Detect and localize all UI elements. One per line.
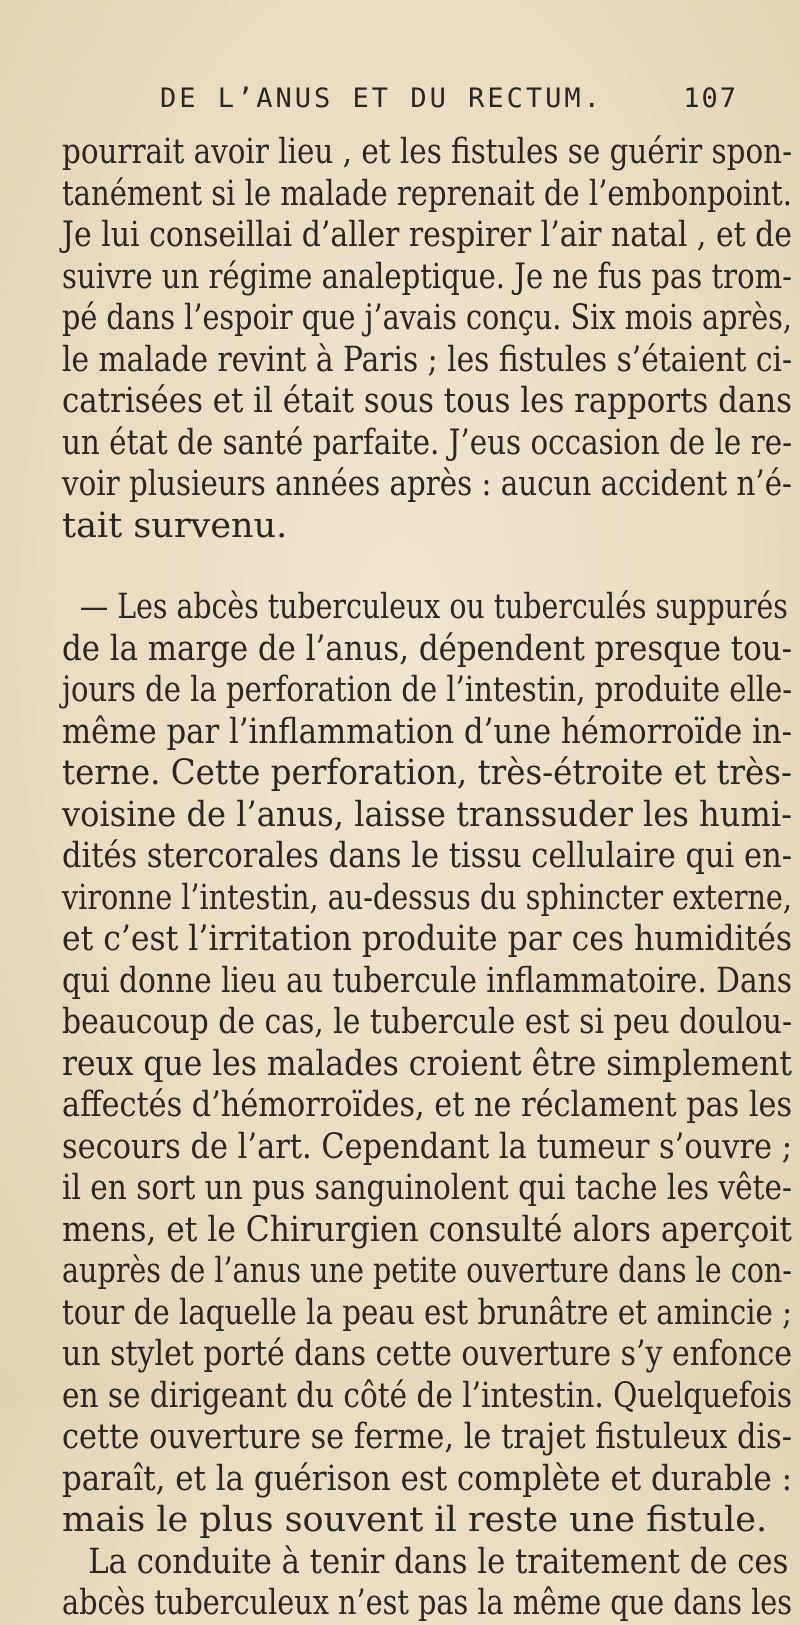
- text-line: un état de santé parfaite. J’eus occasion de le re-: [62, 422, 793, 463]
- paragraph-spacer: [62, 547, 792, 587]
- text-line: un stylet porté dans cette ouverture s’y enfonce: [62, 1334, 793, 1374]
- page-number: 107: [683, 83, 738, 114]
- text-line: et c’est l’irritation produite par ces humidités: [62, 919, 792, 959]
- text-line: pé dans l’espoir que j’avais conçu. Six mois après,: [62, 298, 792, 338]
- text-line: mens, et le Chirurgien consulté alors aperçoit: [62, 1209, 792, 1250]
- paragraph-1: [62, 132, 792, 547]
- text-line: La conduite à tenir dans le traitement de ces: [88, 1541, 789, 1582]
- text-line: beaucoup de cas, le tubercule est si peu doulou-: [62, 1002, 793, 1042]
- text-line: en se dirigeant du côté de l’intestin. Quelquefois: [62, 1375, 793, 1416]
- paragraph-2: [62, 587, 792, 1542]
- text-line: cette ouverture se ferme, le trajet fistuleux dis-: [62, 1417, 792, 1457]
- text-line: tanément si le malade reprenait de l’embonpoint.: [62, 173, 792, 214]
- text-line: jours de la perforation de l’intestin, produite elle-: [62, 670, 793, 710]
- text-line: dités stercorales dans le tissu cellulaire qui en-: [62, 836, 793, 876]
- text-line: pourrait avoir lieu , et les fistules se guérir spon-: [62, 132, 793, 172]
- text-line: le malade revint à Paris ; les fistules s’étaient ci-: [62, 339, 793, 380]
- text-line: qui donne lieu au tubercule inflammatoire. Dans: [62, 960, 792, 1001]
- text-line: Je lui conseillai d’aller respirer l’air natal , et de: [62, 215, 793, 255]
- text-line: mais le plus souvent il reste une fistule.: [62, 1500, 768, 1540]
- paragraph-3: [62, 1542, 792, 1625]
- body-text: [62, 132, 792, 1625]
- text-line: même par l’inflammation d’une hémorroïde in-: [62, 711, 793, 752]
- text-line: tour de laquelle la peau est brunâtre et amincie ;: [62, 1292, 792, 1333]
- text-line: vironne l’intestin, au-dessus du sphincter externe,: [62, 877, 792, 918]
- text-line: de la marge de l’anus, dépendent presque tou-: [62, 628, 793, 669]
- text-line: paraît, et la guérison est complète et durable :: [62, 1458, 792, 1499]
- text-line: abcès tuberculeux n’est pas la même que dans les: [62, 1583, 793, 1623]
- text-line: voir plusieurs années après : aucun accident n’é-: [62, 464, 792, 504]
- text-line: auprès de l’anus une petite ouverture dans le con-: [62, 1251, 792, 1291]
- text-line: tait survenu.: [62, 505, 288, 546]
- running-head: [160, 83, 738, 123]
- text-line: voisine de l’anus, laisse transsuder les humi-: [62, 794, 793, 835]
- text-line: suivre un régime analeptique. Je ne fus pas trom-: [62, 256, 793, 297]
- text-line: secours de l’art. Cependant la tumeur s’ouvre ;: [62, 1126, 792, 1167]
- text-line: terne. Cette perforation, très-étroite et très-: [62, 753, 792, 793]
- text-line: il en sort un pus sanguinolent qui tache les vête-: [62, 1168, 793, 1208]
- text-line: affectés d’hémorroïdes, et ne réclament pas les: [62, 1085, 793, 1125]
- text-line: catrisées et il était sous tous les rapports dans: [62, 381, 792, 421]
- running-title: DE L’ANUS ET DU RECTUM.: [160, 83, 603, 114]
- text-line: reux que les malades croient être simplement: [62, 1043, 792, 1084]
- text-line: — Les abcès tuberculeux ou tuberculés suppurés: [79, 587, 788, 627]
